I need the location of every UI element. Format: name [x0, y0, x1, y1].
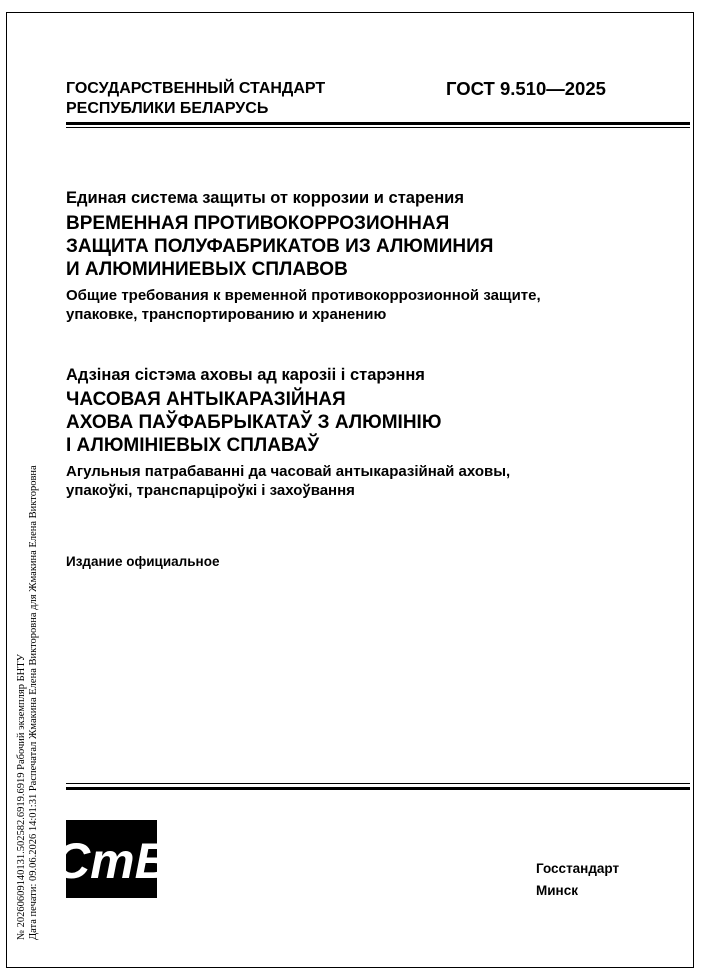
ru-series-title: Единая система защиты от коррозии и старения: [66, 189, 464, 207]
ru-main-title-line3: И АЛЮМИНИЕВЫХ СПЛАВОВ: [66, 259, 348, 280]
by-subtitle: [66, 462, 510, 500]
standard-name-line1: ГОСУДАРСТВЕННЫЙ СТАНДАРТ: [66, 80, 326, 97]
footer-publisher-block: [536, 858, 619, 902]
side-stamp-line1: № 20260609140131.502582.6919.6919 Рабочий экземпляр БНТУ: [16, 653, 27, 940]
logo-text: СтБ: [54, 833, 170, 889]
footer-rule-thin: [66, 783, 690, 784]
header-rule-thick: [66, 122, 690, 125]
ru-main-title-line2: ЗАЩИТА ПОЛУФАБРИКАТОВ ИЗ АЛЮМИНИЯ: [66, 236, 494, 257]
footer-city: Минск: [536, 883, 578, 898]
footer-rule-thick: [66, 787, 690, 790]
ru-subtitle-line1: Общие требования к временной противокоррозионной защите,: [66, 287, 541, 304]
by-main-title: [66, 388, 441, 457]
ru-subtitle-line2: упаковке, транспортированию и хранению: [66, 306, 387, 323]
by-subtitle-line1: Агульныя патрабаванні да часовай антыкаразійнай аховы,: [66, 463, 511, 480]
side-stamp-line2: Дата печати: 09.06.2026 14:01:31 Распечатал Жмакина Елена Викторовна для Жмакина Елена Викторовна: [28, 465, 39, 940]
standard-name-line2: РЕСПУБЛИКИ БЕЛАРУСЬ: [66, 100, 269, 117]
standard-code: ГОСТ 9.510—2025: [446, 78, 606, 99]
standard-name: [66, 79, 325, 119]
ru-main-title-line1: ВРЕМЕННАЯ ПРОТИВОКОРРОЗИОННАЯ: [66, 213, 450, 234]
by-main-title-line2: АХОВА ПАЎФАБРЫКАТАЎ З АЛЮМІНІЮ: [66, 412, 442, 433]
by-main-title-line1: ЧАСОВАЯ АНТЫКАРАЗІЙНАЯ: [66, 389, 346, 410]
by-main-title-line3: І АЛЮМІНІЕВЫХ СПЛАВАЎ: [66, 435, 320, 456]
ru-subtitle: [66, 286, 541, 324]
ru-main-title: [66, 212, 493, 281]
by-series-title: Адзіная сістэма аховы ад карозіі і старэння: [66, 366, 425, 384]
belgiss-logo-icon: [54, 820, 170, 898]
side-print-stamp: [16, 465, 40, 940]
edition-label: Издание официальное: [66, 554, 220, 569]
footer-publisher: Госстандарт: [536, 861, 620, 876]
by-subtitle-line2: упакоўкі, транспарціроўкі і захоўвання: [66, 482, 355, 499]
header-rule-thin: [66, 127, 690, 128]
